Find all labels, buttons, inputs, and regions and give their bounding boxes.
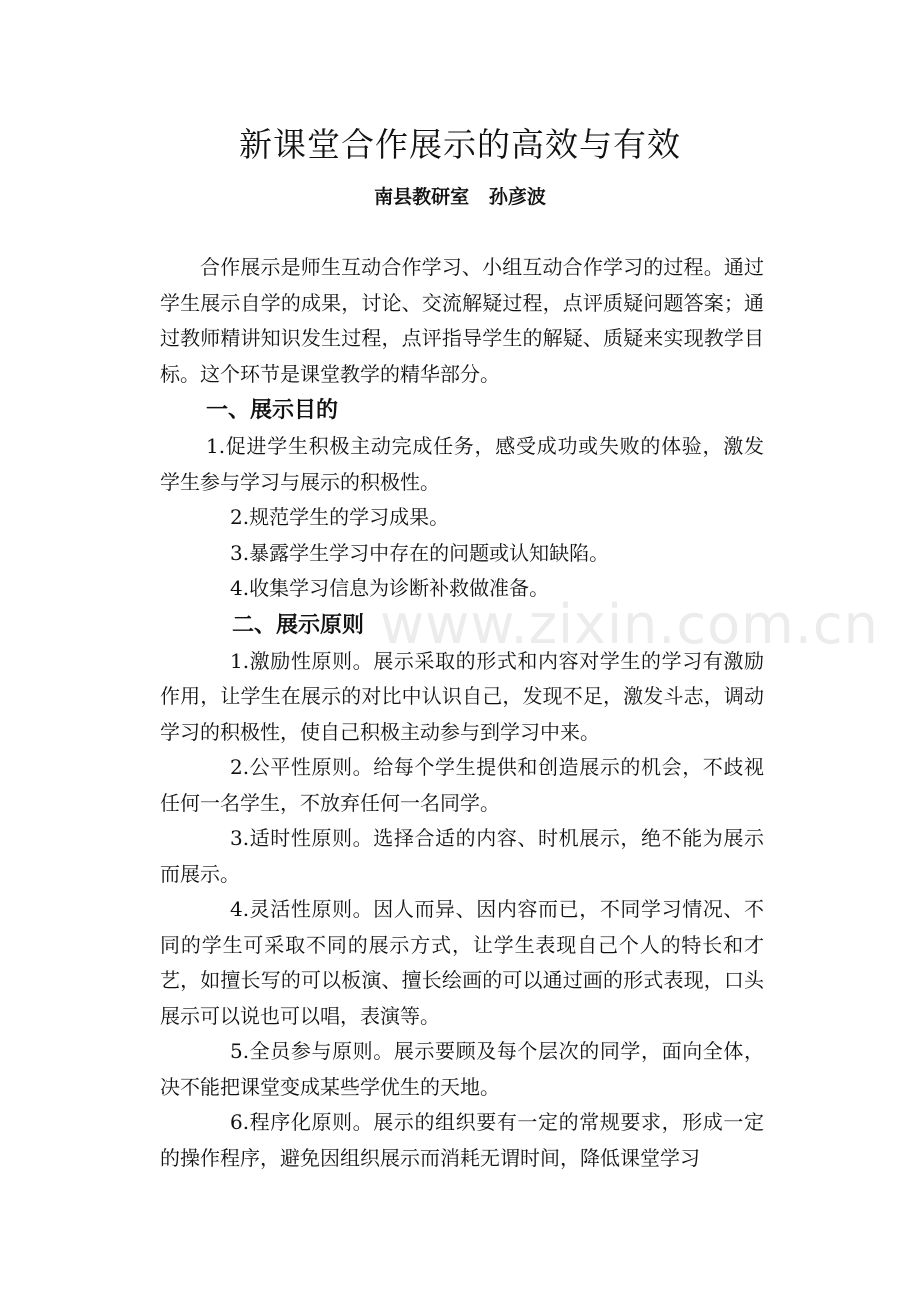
principle-item: 4.灵活性原则。因人而异、因内容而已，不同学习情况、不同的学生可采取不同的展示方式，让学生表现自己个人的特长和才艺，如擅长写的可以板演、擅长绘画的可以通过画的形式表现，口头展示可以说也可以唱，表演等。 <box>160 897 764 1028</box>
purpose-item: 2.规范学生的学习成果。 <box>230 505 450 529</box>
section-heading-purpose: 一、展示目的 <box>206 398 339 423</box>
intro-paragraph: 合作展示是师生互动合作学习、小组互动合作学习的过程。通过学生展示自学的成果，讨论、交流解疑过程，点评质疑问题答案；通过教师精讲知识发生过程，点评指导学生的解疑、质疑来实现教学目标。这个环节是课堂教学的精华部分。 <box>160 255 764 386</box>
purpose-item: 3.暴露学生学习中存在的问题或认知缺陷。 <box>230 540 610 565</box>
document-title: 新课堂合作展示的高效与有效 <box>239 125 681 164</box>
watermark: www.zixin.com.cn <box>380 593 879 656</box>
principle-item: 6.程序化原则。展示的组织要有一定的常规要求，形成一定的操作程序，避免因组织展示而消耗无谓时间，降低课堂学习 <box>160 1110 764 1170</box>
purpose-item: 4.收集学习信息为诊断补救做准备。 <box>230 576 550 600</box>
section-heading-principles: 二、展示原则 <box>232 612 365 638</box>
principle-item: 1.激励性原则。展示采取的形式和内容对学生的学习有激励作用，让学生在展示的对比中认识自己，发现不足，激发斗志，调动学习的积极性，使自己积极主动参与到学习中来。 <box>160 648 764 744</box>
principle-item: 5.全员参与原则。展示要顾及每个层次的同学，面向全体，决不能把课堂变成某些学优生的天地。 <box>160 1039 764 1099</box>
document-author: 南县教研室 孙彦波 <box>374 186 546 208</box>
document-body <box>160 250 879 1176</box>
principle-item: 2.公平性原则。给每个学生提供和创造展示的机会，不歧视任何一名学生，不放弃任何一名同学。 <box>160 755 764 815</box>
principle-item: 3.适时性原则。选择合适的内容、时机展示，绝不能为展示而展示。 <box>160 826 764 886</box>
purpose-item: 1.促进学生积极主动完成任务，感受成功或失败的体验，激发学生参与学习与展示的积极性。 <box>160 434 764 494</box>
